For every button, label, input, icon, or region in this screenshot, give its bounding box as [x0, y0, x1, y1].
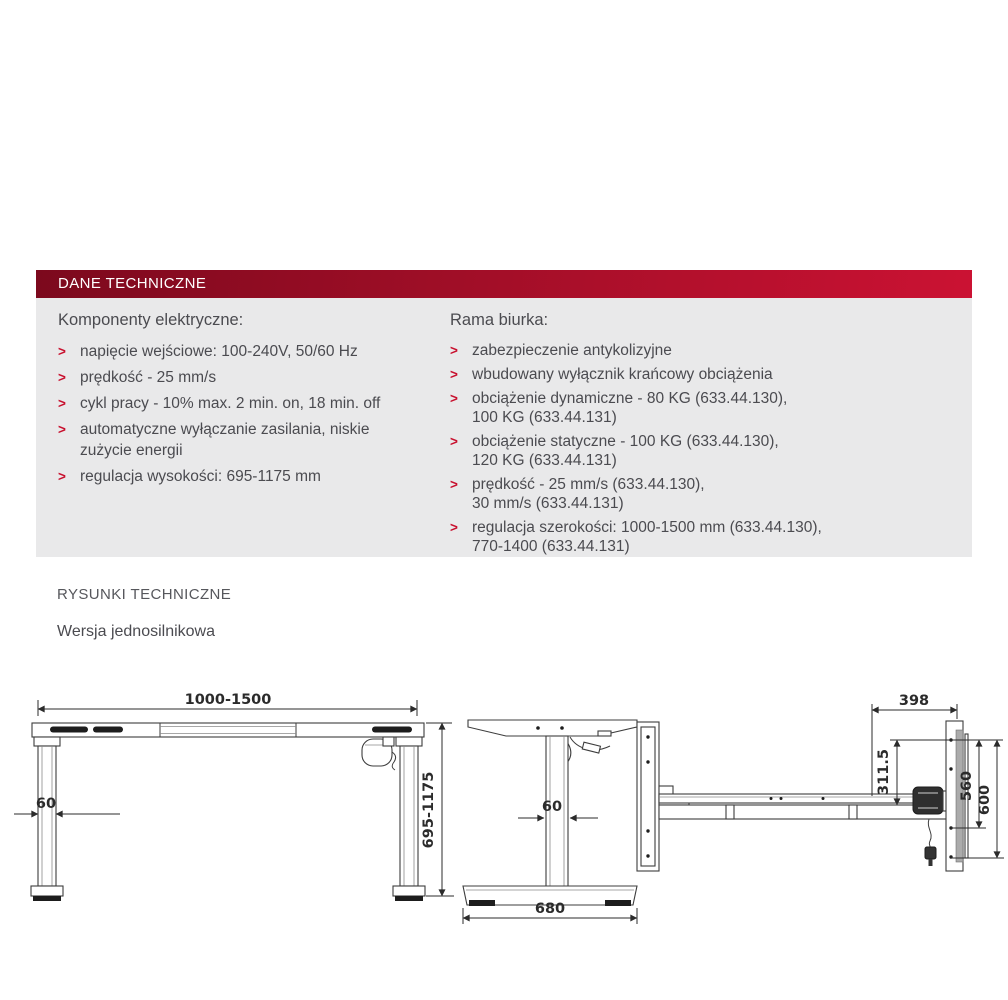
single-motor-version-heading: Wersja jednosilnikowa [57, 623, 215, 640]
spec-line: regulacja szerokości: 1000-1500 mm (633.44.130), [472, 519, 822, 536]
dim-top-bracket-inner: 311.5 [876, 749, 892, 795]
spec-item [58, 419, 438, 461]
chevron-bullet-icon: > [450, 434, 458, 449]
chevron-bullet-icon: > [450, 343, 458, 358]
frame-heading: Rama biurka: [450, 311, 549, 329]
side-view-drawing [463, 720, 637, 924]
spec-line: 30 mm/s (633.44.131) [472, 495, 624, 512]
chevron-bullet-icon: > [58, 396, 66, 411]
spec-item [58, 393, 438, 414]
electrical-components-column [58, 311, 438, 492]
chevron-bullet-icon: > [450, 367, 458, 382]
spec-line: napięcie wejściowe: 100-240V, 50/60 Hz [80, 343, 358, 360]
spec-line: regulacja wysokości: 695-1175 mm [80, 468, 321, 485]
chevron-bullet-icon: > [58, 370, 66, 385]
technical-drawings-heading: RYSUNKI TECHNICZNE [57, 586, 232, 603]
spec-item [450, 341, 965, 360]
spec-line: automatyczne wyłączanie zasilania, niskie [80, 421, 370, 438]
technical-data-panel [36, 298, 972, 557]
chevron-bullet-icon: > [450, 520, 458, 535]
spec-item [58, 341, 438, 362]
spec-line: 770-1400 (633.44.131) [472, 538, 630, 555]
section-header-bar [36, 270, 972, 298]
dim-side-column-width: 60 [541, 799, 563, 815]
spec-line: 100 KG (633.44.131) [472, 409, 617, 426]
dim-front-height: 695-1175 [421, 771, 437, 849]
spec-line: obciążenie dynamiczne - 80 KG (633.44.130), [472, 390, 788, 407]
desk-frame-column [450, 311, 965, 561]
chevron-bullet-icon: > [58, 344, 66, 359]
chevron-bullet-icon: > [450, 391, 458, 406]
spec-line: zabezpieczenie antykolizyjne [472, 342, 672, 359]
dim-top-bracket-span: 560 [959, 770, 975, 802]
dim-side-base-depth: 680 [534, 901, 566, 917]
spec-line: cykl pracy - 10% max. 2 min. on, 18 min. off [80, 395, 381, 412]
spec-line: obciążenie statyczne - 100 KG (633.44.130), [472, 433, 779, 450]
dim-front-width: 1000-1500 [184, 692, 272, 708]
spec-line: zużycie energii [80, 442, 183, 459]
spec-line: 120 KG (633.44.131) [472, 452, 617, 469]
chevron-bullet-icon: > [58, 469, 66, 484]
dim-top-bracket-length: 600 [977, 784, 993, 816]
dim-top-motor-offset: 398 [898, 693, 930, 709]
technical-drawings-figure [0, 688, 1008, 940]
spec-item [450, 475, 965, 513]
spec-item [450, 365, 965, 384]
section-header-title: DANE TECHNICZNE [58, 275, 207, 292]
spec-line: prędkość - 25 mm/s (633.44.130), [472, 476, 705, 493]
chevron-bullet-icon: > [58, 422, 66, 437]
spec-line: prędkość - 25 mm/s [80, 369, 217, 386]
spec-item [450, 432, 965, 470]
spec-line: wbudowany wyłącznik krańcowy obciążenia [472, 366, 773, 383]
spec-item [58, 466, 438, 487]
spec-item [450, 389, 965, 427]
dim-front-leg-width: 60 [35, 796, 57, 812]
chevron-bullet-icon: > [450, 477, 458, 492]
spec-item [58, 367, 438, 388]
top-view-drawing [637, 693, 1004, 871]
electrical-heading: Komponenty elektryczne: [58, 311, 244, 329]
front-view-drawing [14, 692, 454, 901]
spec-item [450, 518, 965, 556]
